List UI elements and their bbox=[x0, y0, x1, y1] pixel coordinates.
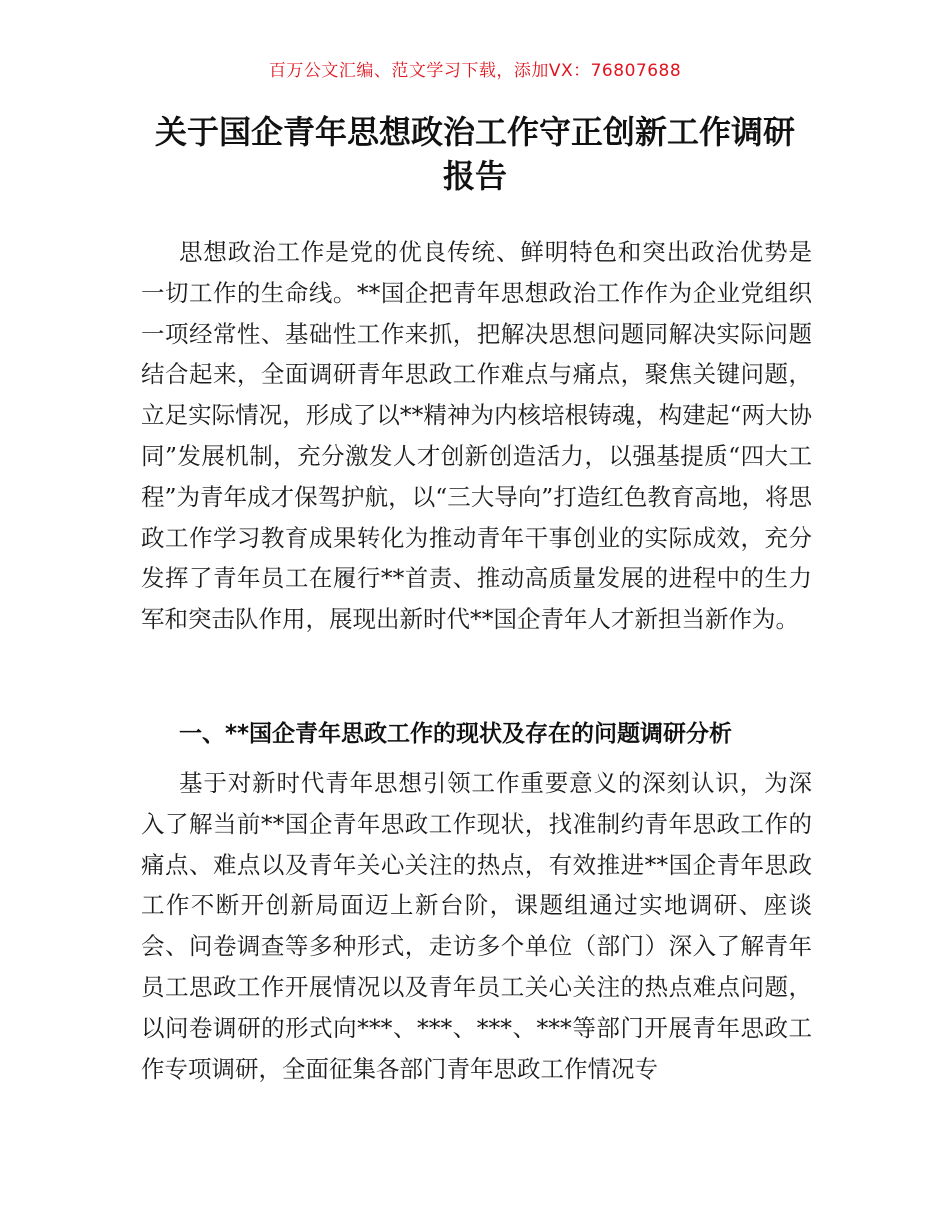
document-title: 关于国企青年思想政治工作守正创新工作调研报告 bbox=[154, 113, 795, 195]
section-1-paragraph: 基于对新时代青年思想引领工作重要意义的深刻认识，为深入了解当前**国企青年思政工作现状，找准制约青年思政工作的痛点、难点以及青年关心关注的热点，有效推进**国企青年思政工作不断开创新局面迈上新台阶，课题组通过实地调研、座谈会、问卷调查等多种形式，走访多个单位（部门）深入了解青年员工思政工作开展情况以及青年员工关心关注的热点难点问题，以问卷调研的形式向***、***、***、***等部门开展青年思政工作专项调研，全面征集各部门青年思政工作情况专 bbox=[141, 769, 812, 1083]
section-heading-1: 一、**国企青年思政工作的现状及存在的问题调研分析 bbox=[179, 721, 733, 747]
intro-paragraph: 思想政治工作是党的优良传统、鲜明特色和突出政治优势是一切工作的生命线。**国企把青年思想政治工作作为企业党组织一项经常性、基础性工作来抓，把解决思想问题同解决实际问题结合起来，全面调研青年思政工作难点与痛点，聚焦关键问题，立足实际情况，形成了以**精神为内核培根铸魂，构建起“两大协同”发展机制，充分激发人才创新创造活力，以强基提质“四大工程”为青年成才保驾护航，以“三大导向”打造红色教育高地，将思政工作学习教育成果转化为推动青年干事创业的实际成效，充分发挥了青年员工在履行**首责、推动高质量发展的进程中的生力军和突击队作用，展现出新时代**国企青年人才新担当新作为。 bbox=[141, 238, 812, 634]
header-contact-note: 百万公文汇编、范文学习下载，添加VX：76807688 bbox=[268, 61, 682, 81]
